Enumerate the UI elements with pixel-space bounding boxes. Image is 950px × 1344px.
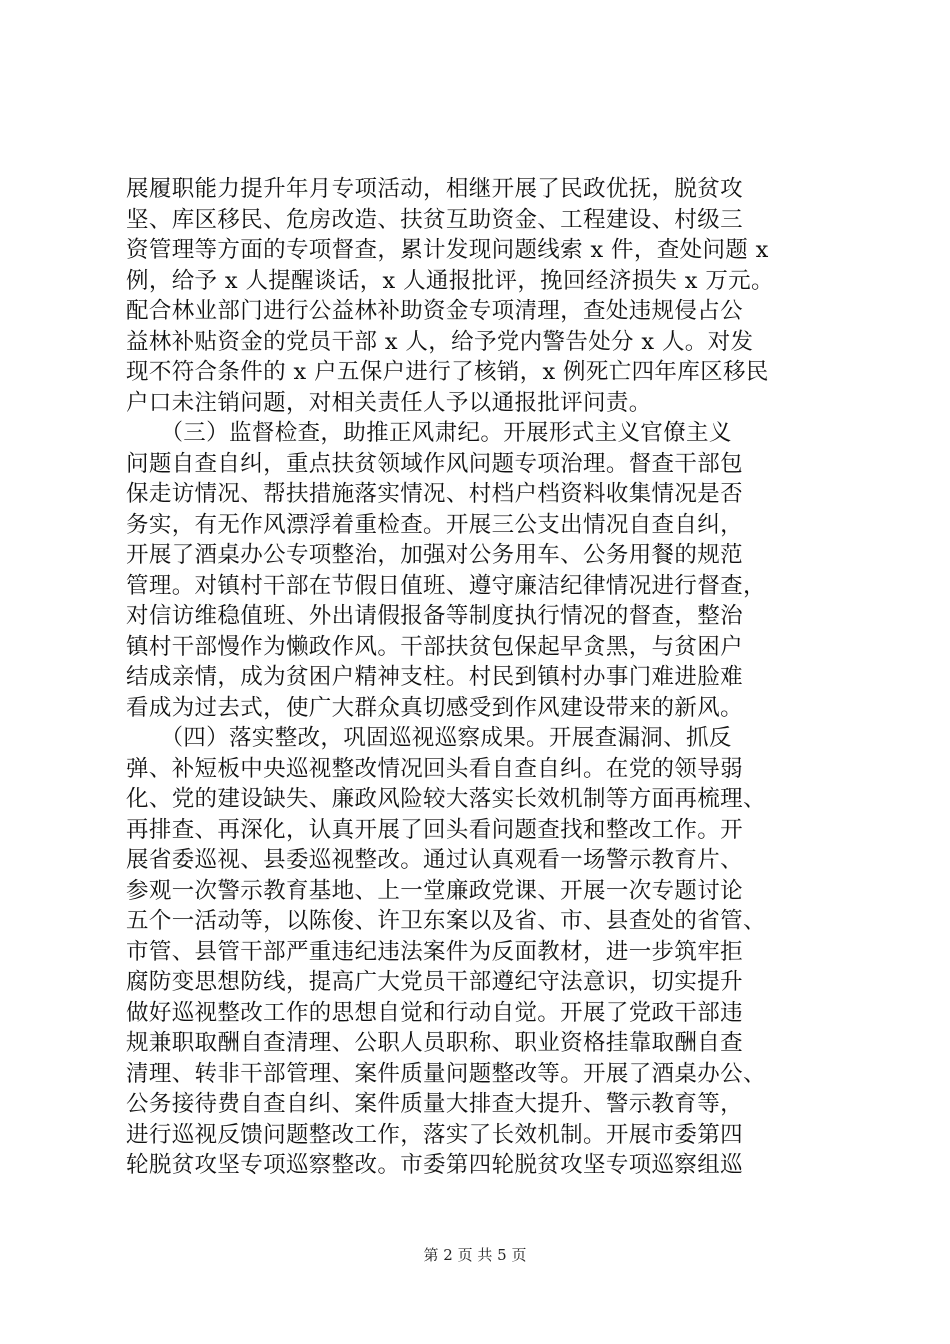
text-line: 弹、补短板中央巡视整改情况回头看自查自纠。在党的领导弱 bbox=[126, 755, 743, 782]
text-line: 看成为过去式，使广大群众真切感受到作风建设带来的新风。 bbox=[126, 694, 743, 721]
body-text bbox=[126, 174, 831, 1181]
text-line: 户口未注销问题，对相关责任人予以通报批评问责。 bbox=[126, 389, 652, 416]
text-line: 配合林业部门进行公益林补助资金专项清理，查处违规侵占公 bbox=[126, 298, 743, 324]
text-line: 规兼职取酬自查清理、公职人员职称、职业资格挂靠取酬自查 bbox=[126, 1030, 743, 1056]
text-line: 坚、库区移民、危房改造、扶贫互助资金、工程建设、村级三 bbox=[126, 206, 743, 233]
text-line: 清理、转非干部管理、案件质量问题整改等。开展了酒桌办公、 bbox=[126, 1060, 766, 1087]
text-line: 展省委巡视、县委巡视整改。通过认真观看一场警示教育片、 bbox=[126, 847, 743, 873]
text-line: 五个一活动等，以陈俊、许卫东案以及省、市、县查处的省管、 bbox=[126, 908, 766, 934]
text-line: 益林补贴资金的党员干部 x 人，给予党内警告处分 x 人。对发 bbox=[126, 328, 754, 355]
text-line: 结成亲情，成为贫困户精神支柱。村民到镇村办事门难进脸难 bbox=[126, 664, 743, 690]
text-line: 开展了酒桌办公专项整治，加强对公务用车、公务用餐的规范 bbox=[126, 542, 743, 568]
text-line: 再排查、再深化，认真开展了回头看问题查找和整改工作。开 bbox=[126, 816, 743, 843]
text-line: 务实，有无作风漂浮着重检查。开展三公支出情况自查自纠， bbox=[126, 511, 743, 538]
text-line: 化、党的建设缺失、廉政风险较大落实长效机制等方面再梳理、 bbox=[126, 786, 766, 812]
page-number-footer: 第 2 页 共 5 页 bbox=[423, 1246, 527, 1264]
text-line: 镇村干部慢作为懒政作风。干部扶贫包保起早贪黑，与贫困户 bbox=[126, 633, 743, 660]
text-line: 问题自查自纠，重点扶贫领域作风问题专项治理。督查干部包 bbox=[126, 450, 743, 477]
text-line: 现不符合条件的 x 户五保户进行了核销，x 例死亡四年库区移民 bbox=[126, 359, 769, 385]
text-line: 做好巡视整改工作的思想自觉和行动自觉。开展了党政干部违 bbox=[126, 999, 743, 1026]
text-line: 公务接待费自查自纠、案件质量大排查大提升、警示教育等， bbox=[126, 1091, 743, 1117]
text-line: 展履职能力提升年月专项活动，相继开展了民政优抚，脱贫攻 bbox=[126, 176, 743, 202]
text-line: 进行巡视反馈问题整改工作，落实了长效机制。开展市委第四 bbox=[126, 1121, 743, 1148]
text-line: 参观一次警示教育基地、上一堂廉政党课、开展一次专题讨论 bbox=[126, 877, 743, 904]
text-line: 对信访维稳值班、外出请假报备等制度执行情况的督查，整治 bbox=[126, 603, 743, 629]
text-line: 资管理等方面的专项督查，累计发现问题线索 x 件，查处问题 x bbox=[126, 237, 769, 263]
text-line: （三）监督检查，助推正风肃纪。开展形式主义官僚主义 bbox=[126, 420, 732, 446]
text-line: 轮脱贫攻坚专项巡察整改。市委第四轮脱贫攻坚专项巡察组巡 bbox=[126, 1152, 743, 1178]
text-line: 例，给予 x 人提醒谈话，x 人通报批评，挽回经济损失 x 万元。 bbox=[126, 267, 774, 294]
text-line: 保走访情况、帮扶措施落实情况、村档户档资料收集情况是否 bbox=[126, 481, 743, 507]
text-line: 腐防变思想防线，提高广大党员干部遵纪守法意识，切实提升 bbox=[126, 969, 743, 995]
text-line: （四）落实整改，巩固巡视巡察成果。开展查漏洞、抓反 bbox=[126, 725, 732, 751]
text-line: 管理。对镇村干部在节假日值班、遵守廉洁纪律情况进行督查， bbox=[126, 572, 766, 599]
text-line: 市管、县管干部严重违纪违法案件为反面教材，进一步筑牢拒 bbox=[126, 938, 743, 965]
